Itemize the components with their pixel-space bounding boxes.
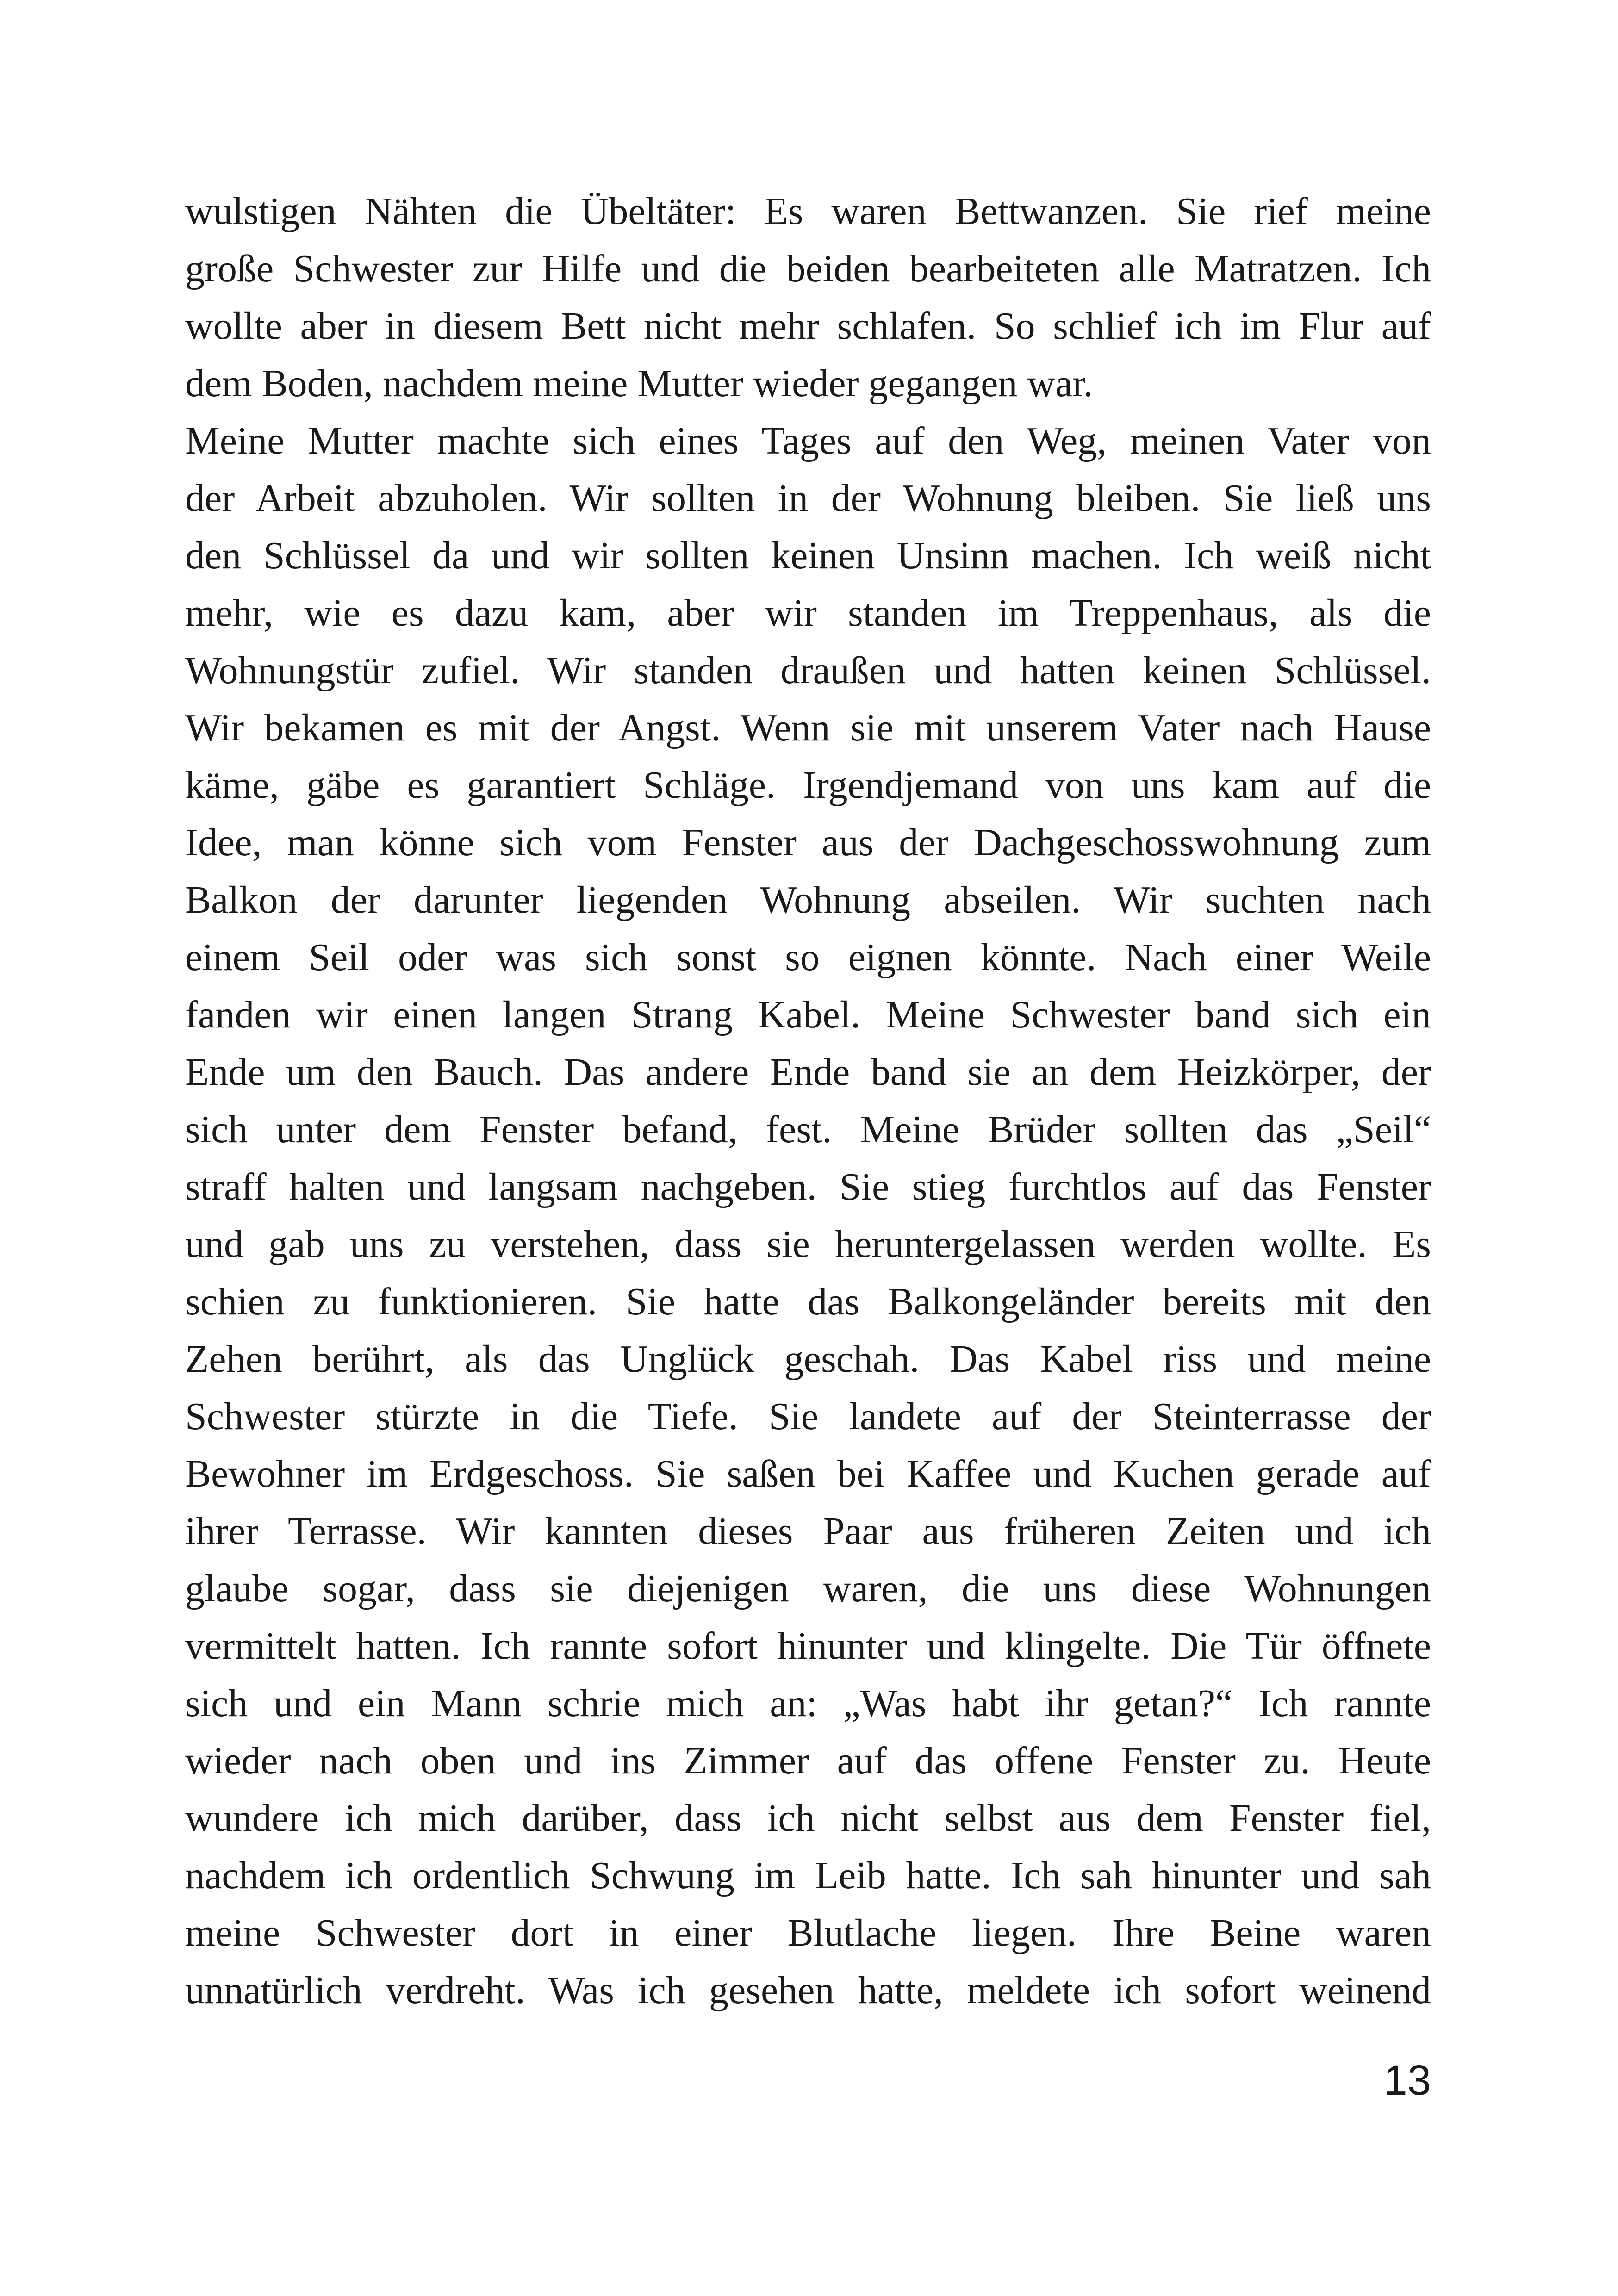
text-line: [185, 2019, 1431, 2077]
text-line: wundere ich mich darüber, dass ich nicht selbst aus dem Fenster fiel,: [185, 1797, 1431, 1840]
text-line: nachdem ich ordentlich Schwung im Leib hatte. Ich sah hinunter und sah: [185, 1854, 1431, 1897]
text-line: straff halten und langsam nachgeben. Sie stieg furchtlos auf das Fenster: [185, 1165, 1431, 1208]
text-line: wollte aber in diesem Bett nicht mehr schlafen. So schlief ich im Flur auf: [185, 305, 1431, 348]
text-line: Balkon der darunter liegenden Wohnung abseilen. Wir suchten nach: [185, 878, 1431, 921]
text-line: wieder nach oben und ins Zimmer auf das offene Fenster zu. Heute: [185, 1739, 1431, 1782]
text-line: Zehen berührt, als das Unglück geschah. Das Kabel riss und meine: [185, 1338, 1431, 1381]
text-line: einem Seil oder was sich sonst so eignen könnte. Nach einer Weile: [185, 936, 1431, 979]
text-line: fanden wir einen langen Strang Kabel. Meine Schwester band sich ein: [185, 993, 1431, 1036]
text-line: ihrer Terrasse. Wir kannten dieses Paar aus früheren Zeiten und ich: [185, 1510, 1431, 1553]
page-number: 13: [1383, 2057, 1431, 2104]
paragraph: [185, 412, 1431, 2191]
text-line: mehr, wie es dazu kam, aber wir standen im Treppenhaus, als die: [185, 591, 1431, 635]
text-line: [185, 2134, 1431, 2191]
text-line: sich unter dem Fenster befand, fest. Meine Brüder sollten das „Seil“: [185, 1108, 1431, 1151]
text-line: Idee, man könne sich vom Fenster aus der Dachgeschosswohnung zum: [185, 821, 1431, 864]
text-line: Meine Mutter machte sich eines Tages auf den Weg, meinen Vater von: [185, 419, 1431, 462]
text-line: sich und ein Mann schrie mich an: „Was habt ihr getan?“ Ich rannte: [185, 1682, 1431, 1725]
body-text: [185, 183, 1431, 2191]
text-line: glaube sogar, dass sie diejenigen waren, die uns diese Wohnungen: [185, 1567, 1431, 1610]
text-line: vermittelt hatten. Ich rannte sofort hinunter und klingelte. Die Tür öffnete: [185, 1624, 1431, 1668]
text-line: meine Schwester dort in einer Blutlache liegen. Ihre Beine waren: [185, 1911, 1431, 1954]
paragraph: [185, 183, 1431, 412]
text-line: der Arbeit abzuholen. Wir sollten in der Wohnung bleiben. Sie ließ uns: [185, 477, 1431, 520]
text-line: Wir bekamen es mit der Angst. Wenn sie mit unserem Vater nach Hause: [185, 706, 1431, 749]
text-line: und gab uns zu verstehen, dass sie heruntergelassen werden wollte. Es: [185, 1223, 1431, 1266]
text-line: Bewohner im Erdgeschoss. Sie saßen bei Kaffee und Kuchen gerade auf: [185, 1452, 1431, 1495]
text-line: wulstigen Nähten die Übeltäter: Es waren Bettwanzen. Sie rief meine: [185, 190, 1431, 233]
text-line: [185, 2077, 1431, 2134]
text-line: Ende um den Bauch. Das andere Ende band sie an dem Heizkörper, der: [185, 1051, 1431, 1094]
text-line: den Schlüssel da und wir sollten keinen Unsinn machen. Ich weiß nicht: [185, 534, 1431, 577]
text-line: käme, gäbe es garantiert Schläge. Irgendjemand von uns kam auf die: [185, 764, 1431, 807]
text-line: große Schwester zur Hilfe und die beiden bearbeiteten alle Matratzen. Ich: [185, 247, 1431, 290]
text-line: dem Boden, nachdem meine Mutter wieder gegangen war.: [185, 362, 1093, 405]
text-line: unnatürlich verdreht. Was ich gesehen hatte, meldete ich sofort weinend: [185, 1969, 1431, 2012]
text-line: Wohnungstür zufiel. Wir standen draußen und hatten keinen Schlüssel.: [185, 649, 1431, 692]
text-line: schien zu funktionieren. Sie hatte das Balkongeländer bereits mit den: [185, 1280, 1431, 1323]
text-line: Schwester stürzte in die Tiefe. Sie landete auf der Steinterrasse der: [185, 1395, 1431, 1438]
